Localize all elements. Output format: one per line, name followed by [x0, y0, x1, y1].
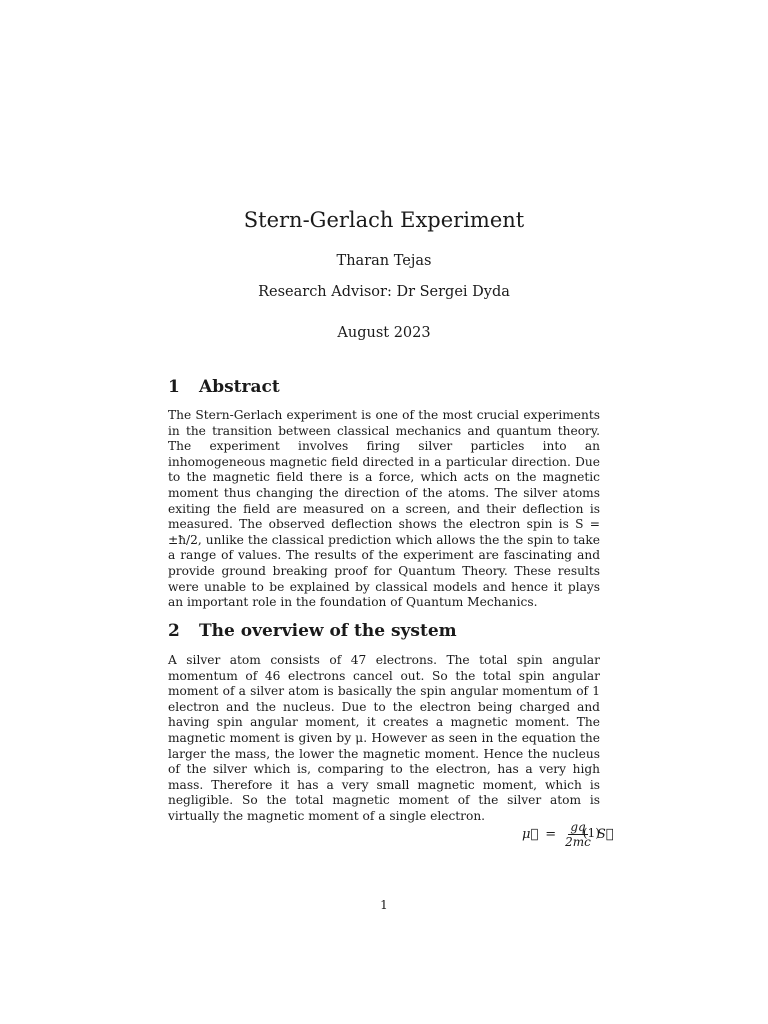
document-date: August 2023	[337, 325, 431, 341]
equation-equals: =	[545, 826, 557, 842]
fraction-denominator: 2mc	[565, 834, 591, 849]
section-title: Abstract	[199, 377, 280, 397]
section-number: 2	[168, 621, 180, 641]
section-heading-abstract	[168, 376, 600, 398]
document-title: Stern-Gerlach Experiment	[243, 208, 525, 232]
page-number: 1	[380, 898, 388, 912]
equation-lhs: μ⃗	[522, 826, 539, 842]
overview-paragraph: A silver atom consists of 47 electrons. The total spin angular momentum of 46 electrons cancel out. So the total spin angular moment of a silver atom is basically the spin angular momentum of 1 electron and the nucleus. Due to the electron being charged and having spin angular moment, it creates a magnetic moment. The magnetic moment is given by μ. However as seen in the equation the larger the mass, the lower the magnetic moment. Hence the nucleus of the silver which is, comparing to the electron, has a very high mass. Therefore it has a very small magnetic moment, which is negligible. So the total magnetic moment of the silver atom is virtually the magnetic moment of a single electron.	[168, 653, 600, 823]
section-heading-overview	[168, 620, 600, 642]
fraction-numerator: gq	[570, 819, 586, 834]
equation-number: (1)	[582, 826, 600, 840]
equation-rhs: S⃗	[596, 826, 614, 842]
research-advisor: Research Advisor: Dr Sergei Dyda	[258, 284, 510, 300]
section-number: 1	[168, 377, 180, 397]
author-name: Tharan Tejas	[336, 253, 432, 269]
abstract-paragraph: The Stern-Gerlach experiment is one of the most crucial experiments in the transition between classical mechanics and quantum theory. The experiment involves firing silver particles into an inhomogeneous magnetic field directed in a particular direction. Due to the magnetic field there is a force, which acts on the magnetic moment thus changing the direction of the atoms. The silver atoms exiting the field are measured on a screen, and their deflection is measured. The observed deflection shows the electron spin is S = ±ħ/2, unlike the classical prediction which allows the the spin to take a range of values. The results of the experiment are fascinating and provide ground breaking proof for Quantum Theory. These results were unable to be explained by classical models and hence it plays an important role in the foundation of Quantum Mechanics.	[168, 408, 600, 610]
magnetic-moment-equation	[168, 816, 614, 856]
section-title: The overview of the system	[199, 621, 457, 641]
